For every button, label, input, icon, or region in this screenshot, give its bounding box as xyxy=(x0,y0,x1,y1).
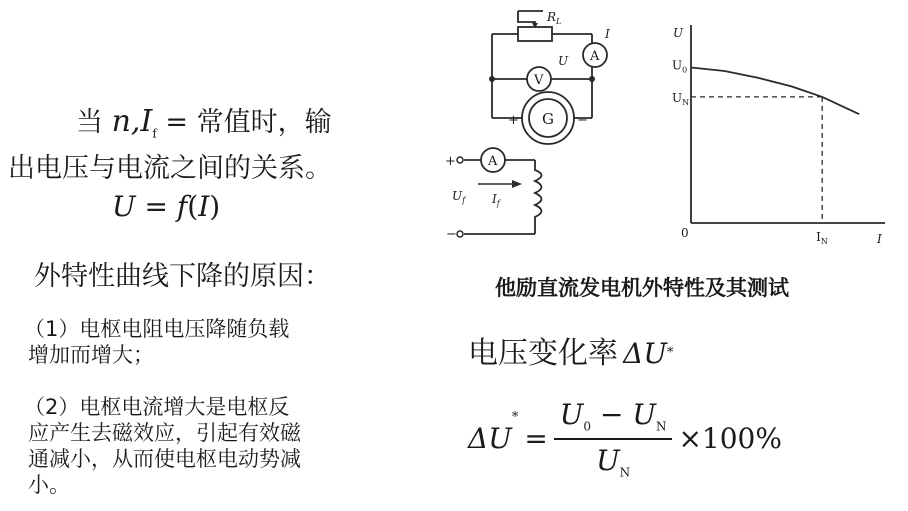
field-current-label: $I_f$ xyxy=(492,192,500,208)
rate-formula-eq: = xyxy=(524,422,548,456)
ammeter-field-symbol: A xyxy=(488,154,498,169)
field-minus: − xyxy=(446,227,457,242)
generator-symbol: G xyxy=(542,110,554,128)
field-plus: + xyxy=(445,154,456,169)
num-u0: U xyxy=(559,398,584,431)
condition-sub: f xyxy=(152,126,157,141)
den-un: U xyxy=(596,443,620,477)
rate-title-text: 电压变化率 xyxy=(468,336,618,371)
relation-open: ( xyxy=(187,190,199,223)
rate-formula-sup: * xyxy=(511,410,519,425)
relation-func: f xyxy=(176,190,188,223)
figure-caption: 他励直流发电机外特性及其测试 xyxy=(495,276,789,300)
condition-prefix: 当 xyxy=(76,107,103,138)
num-u0-sub: 0 xyxy=(583,419,592,434)
rate-title xyxy=(468,328,673,372)
condition-text-1: 常值时，输 xyxy=(196,107,332,138)
rl-label: $R_L$ xyxy=(547,10,562,26)
num-minus: − xyxy=(599,398,624,431)
den-un-sub: N xyxy=(619,465,631,480)
ammeter-load-symbol: A xyxy=(590,49,600,64)
relation-lhs: U xyxy=(112,190,136,223)
condition-line-1 xyxy=(8,104,398,151)
reason-2-line-2: 应产生去磁效应，引起有效磁 xyxy=(28,421,301,445)
load-rheostat xyxy=(518,27,552,41)
reasons-heading: 外特性曲线下降的原因： xyxy=(34,261,331,292)
rate-denominator xyxy=(596,440,630,480)
reason-1-line-2: 增加而增大； xyxy=(28,343,154,367)
condition-eq: = xyxy=(165,107,188,138)
y-tick-u0: $U_0$ xyxy=(672,58,688,75)
voltmeter-symbol: V xyxy=(534,73,544,88)
rate-formula xyxy=(468,398,782,479)
generator-minus: − xyxy=(577,113,588,128)
reason-2-line-1: （2）电枢电流增大是电枢反 xyxy=(24,395,290,419)
voltage-label: U xyxy=(558,54,569,68)
reason-2-line-4: 小。 xyxy=(28,473,70,497)
relation-eq: = xyxy=(144,190,168,223)
rate-formula-lhs: ΔU xyxy=(468,422,512,456)
relation-arg: I xyxy=(198,190,210,223)
relation-close: ) xyxy=(209,190,221,223)
characteristic-curve xyxy=(691,68,859,115)
generator-plus: + xyxy=(508,113,519,128)
rate-symbol-sup: * xyxy=(666,345,674,361)
y-axis-label: U xyxy=(673,26,684,40)
reason-2 xyxy=(24,394,301,498)
y-tick-un: $U_N$ xyxy=(672,90,690,107)
field-voltage-label: $U_f$ xyxy=(452,189,466,205)
rate-numerator xyxy=(554,398,673,440)
rate-symbol: ΔU xyxy=(623,337,667,370)
external-characteristic-chart xyxy=(665,15,895,255)
reason-1 xyxy=(24,316,289,368)
reason-2-line-3: 通减小，从而使电枢电动势减 xyxy=(28,447,301,471)
condition-vars: n,I xyxy=(111,104,153,139)
origin-label: 0 xyxy=(681,226,689,240)
num-un-sub: N xyxy=(655,419,667,434)
rate-fraction xyxy=(554,398,673,479)
condition-line-2: 出电压与电流之间的关系。 xyxy=(8,153,332,185)
load-current-label: I xyxy=(605,27,610,41)
condition-statement xyxy=(8,104,398,187)
reason-1-line-1: （1）电枢电阻电压降随负载 xyxy=(24,317,290,341)
test-circuit-diagram xyxy=(440,0,660,250)
x-tick-in: $I_N$ xyxy=(816,230,828,246)
relation-formula xyxy=(112,190,220,223)
rate-times: ×100% xyxy=(678,422,782,456)
num-un: U xyxy=(632,398,656,431)
field-winding xyxy=(535,160,542,234)
x-axis-label: I xyxy=(877,232,882,246)
